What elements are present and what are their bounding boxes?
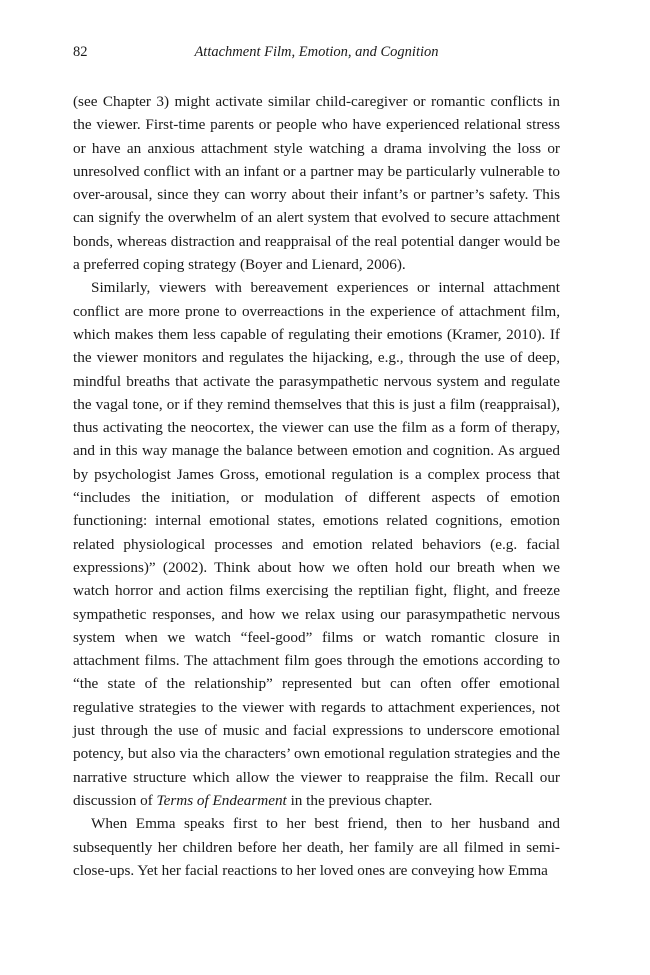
paragraph-2-tail: in the previous chapter.	[290, 791, 433, 809]
page-number: 82	[73, 44, 88, 60]
film-title: Terms of Endearment	[156, 791, 287, 809]
body-text	[73, 90, 560, 882]
running-head	[73, 44, 560, 66]
paragraph-2	[73, 276, 560, 812]
paragraph-2-text: Similarly, viewers with bereavement experiences or internal attachment conflict are more prone to overreactions in the experience of attachment film, which makes them less capable of regulating their emotions (Kramer, 2010). If the viewer monitors and regulates the hijacking, e.g., through the use of deep, mindful breaths that activate the parasympathetic nervous system and regulate the vagal tone, or if they remind themselves that this is just a film (reappraisal), thus activating the neocortex, the viewer can use the film as a form of therapy, and in this way manage the balance between emotion and cognition. As argued by psychologist James Gross, emotional regulation is a complex process that “includes the initiation, or modulation of different aspects of emotion functioning: internal emotional states, emotions related cognitions, emotion related physiological processes and emotion related behaviors (e.g. facial expressions)” (2002). Think about how we often hold our breath when we watch horror and action films exercising the reptilian fight, flight, and freeze sympathetic responses, and how we relax using our parasympathetic nervous system when we watch “feel-good” films or watch romantic closure in attachment films. The attachment film goes through the emotions according to “the state of the relationship” represented but can often offer emotional regulative strategies to the viewer with regards to attachment experiences, not just through the use of music and facial expressions to underscore emotional potency, but also via the characters’ own emotional regulation strategies and the narrative structure which allow the viewer to reappraise the film. Recall our discussion of	[73, 279, 560, 809]
running-title: Attachment Film, Emotion, and Cognition	[194, 44, 439, 60]
paragraph-1: (see Chapter 3) might activate similar child-caregiver or romantic conflicts in the viewer. First-time parents or people who have experienced relational stress or have an anxious attachment style watching a drama involving the loss or unresolved conflict with an infant or a partner may be particularly vulnerable to over-arousal, since they can worry about their infant’s or partner’s safety. This can signify the overwhelm of an alert system that evolved to secure attachment bonds, whereas distraction and reappraisal of the real potential danger would be a preferred coping strategy (Boyer and Lienard, 2006).	[73, 93, 560, 274]
paragraph-3: When Emma speaks first to her best friend, then to her husband and subsequently her children before her death, her family are all filmed in semi-close-ups. Yet her facial reactions to her loved ones are conveying how Emma	[73, 815, 560, 879]
